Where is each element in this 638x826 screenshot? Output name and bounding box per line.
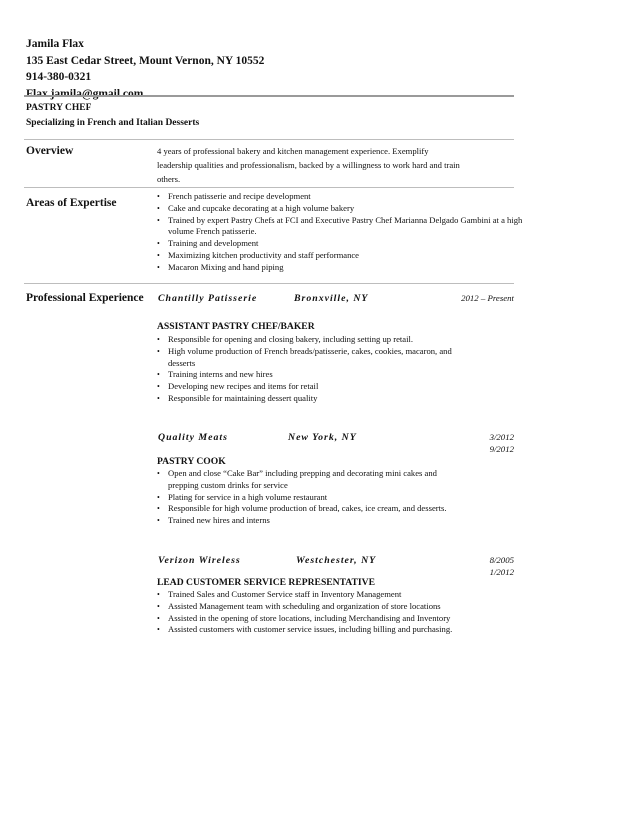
- expertise-item: • Macaron Mixing and hand piping: [157, 262, 527, 274]
- company-name: Verizon Wireless: [158, 555, 241, 566]
- expertise-heading: Areas of Expertise: [26, 197, 117, 209]
- duty-item: • Open and close “Cake Bar” including prepping and decorating mini cakes and prepping custom drinks for service: [157, 468, 453, 492]
- date-line: 1/2012: [489, 566, 514, 577]
- job-header: [158, 432, 514, 454]
- date-line: 9/2012: [489, 443, 514, 454]
- job-duties: [157, 334, 453, 405]
- job-title: PASTRY COOK: [157, 456, 226, 467]
- duty-item: • Trained new hires and interns: [157, 515, 453, 527]
- section-divider: [24, 187, 514, 188]
- duty-item: • Trained Sales and Customer Service staff in Inventory Management: [157, 589, 453, 601]
- duty-item: • Responsible for maintaining dessert quality: [157, 393, 453, 405]
- date-line: 2012 – Present: [461, 293, 514, 303]
- overview-heading: Overview: [26, 145, 74, 157]
- company-name: Quality Meats: [158, 432, 228, 443]
- job-location: New York, NY: [288, 432, 357, 443]
- expertise-item: • French patisserie and recipe development: [157, 191, 527, 203]
- experience-heading: Professional Experience: [26, 292, 144, 304]
- duty-item: • Assisted in the opening of store locations, including Merchandising and Inventory: [157, 613, 453, 625]
- role-title: PASTRY CHEF: [26, 103, 92, 113]
- expertise-item: • Training and development: [157, 238, 527, 250]
- email-address[interactable]: Flax.jamila@gmail.com: [26, 87, 144, 100]
- duty-item: • Training interns and new hires: [157, 369, 453, 381]
- expertise-item: • Cake and cupcake decorating at a high volume bakery: [157, 203, 527, 215]
- job-title: LEAD CUSTOMER SERVICE REPRESENTATIVE: [157, 577, 375, 588]
- job-header: [158, 555, 514, 577]
- date-line: 3/2012: [489, 432, 514, 442]
- headline-block: [26, 101, 199, 130]
- candidate-name: Jamila Flax: [26, 38, 84, 50]
- overview-line: leadership qualities and professionalism, backed by a willingness to work hard and train: [157, 160, 460, 171]
- job-dates: [461, 293, 514, 305]
- job-dates: [490, 555, 514, 578]
- duty-item: • Assisted customers with customer service issues, including billing and purchasing.: [157, 624, 453, 636]
- job-header: [158, 293, 514, 307]
- overview-line: others.: [157, 174, 181, 185]
- expertise-item: • Maximizing kitchen productivity and staff performance: [157, 250, 527, 262]
- header-divider: [24, 95, 514, 97]
- overview-text: [157, 144, 517, 187]
- expertise-list: [157, 191, 527, 274]
- date-line: 8/2005: [489, 555, 514, 565]
- job-location: Westchester, NY: [296, 555, 377, 566]
- contact-block: [26, 36, 264, 102]
- duty-item: • Responsible for opening and closing bakery, including setting up retail.: [157, 334, 453, 346]
- duty-item: • Developing new recipes and items for retail: [157, 381, 453, 393]
- phone-number: 914-380-0321: [26, 71, 92, 83]
- company-name: Chantilly Patisserie: [158, 293, 258, 304]
- job-duties: [157, 468, 453, 527]
- job-duties: [157, 589, 453, 636]
- street-address: 135 East Cedar Street, Mount Vernon, NY 10552: [26, 54, 265, 67]
- duty-item: • High volume production of French breads/patisserie, cakes, cookies, macaron, and desserts: [157, 346, 453, 370]
- overview-line: 4 years of professional bakery and kitchen management experience. Exemplify: [157, 146, 429, 156]
- job-location: Bronxville, NY: [294, 293, 369, 304]
- duty-item: • Responsible for high volume production of bread, cakes, ice cream, and desserts.: [157, 503, 453, 515]
- expertise-item: • Trained by expert Pastry Chefs at FCI and Executive Pastry Chef Marianna Delgado Gambini at a high volume French patisserie.: [157, 215, 527, 239]
- duty-item: • Plating for service in a high volume restaurant: [157, 492, 453, 504]
- job-dates: [490, 432, 514, 455]
- section-divider: [24, 139, 514, 140]
- specialty-line: Specializing in French and Italian Desserts: [26, 117, 200, 128]
- job-title: ASSISTANT PASTRY CHEF/BAKER: [157, 321, 315, 332]
- section-divider: [24, 283, 514, 284]
- duty-item: • Assisted Management team with scheduling and organization of store locations: [157, 601, 453, 613]
